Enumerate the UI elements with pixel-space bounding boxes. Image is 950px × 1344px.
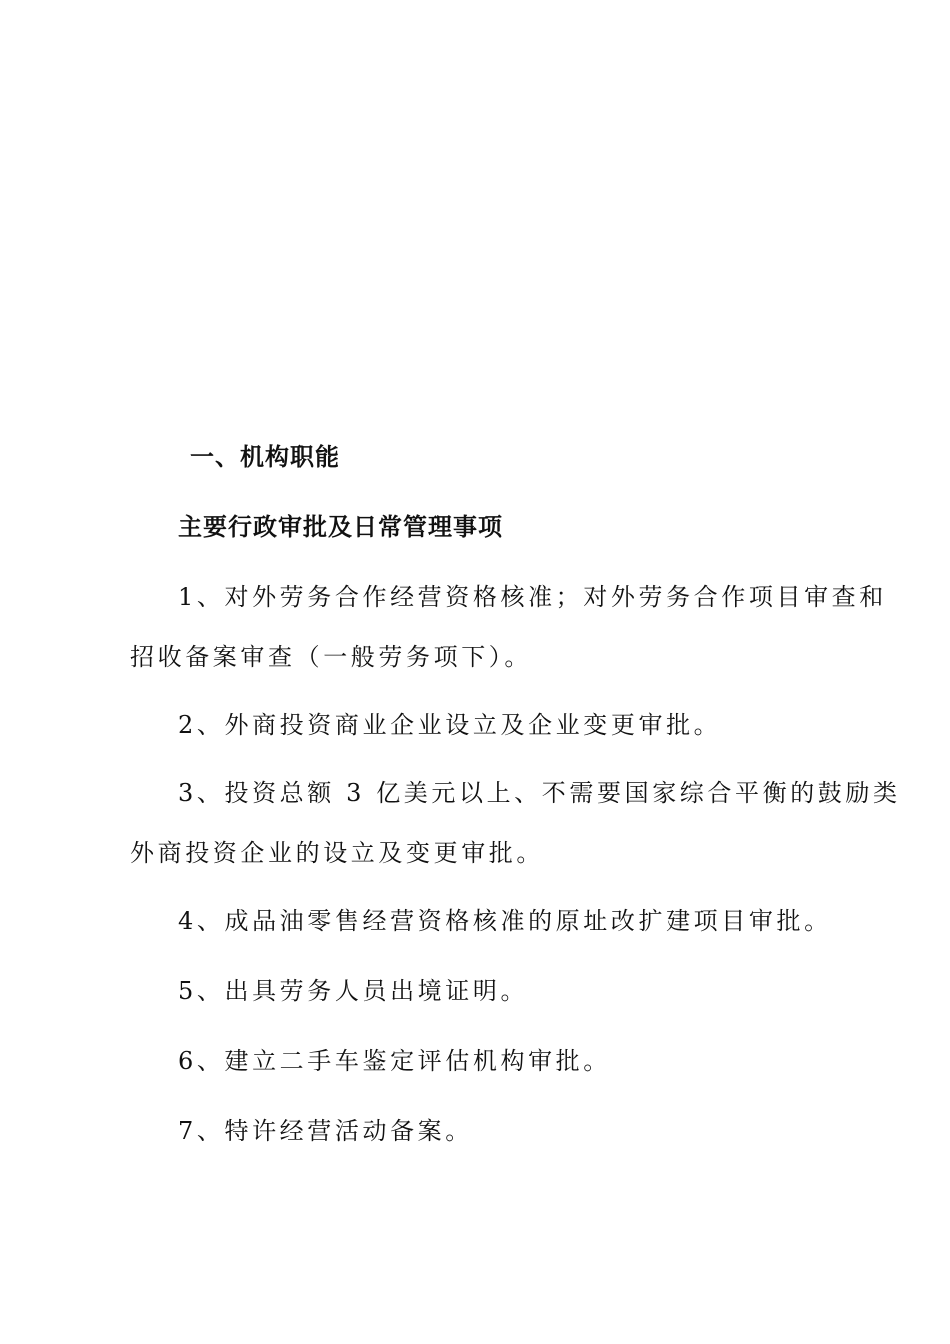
list-item-7: 7、特许经营活动备案。 <box>178 1117 473 1145</box>
section-title: 一、机构职能 <box>190 443 340 471</box>
list-item-1-line-2: 招收备案审查（一般劳务项下）。 <box>130 643 532 671</box>
list-item-3-line-1: 3、投资总额 3 亿美元以上、不需要国家综合平衡的鼓励类 <box>178 779 901 807</box>
list-item-1-line-1: 1、对外劳务合作经营资格核准；对外劳务合作项目审查和 <box>178 583 887 611</box>
list-item-5: 5、出具劳务人员出境证明。 <box>178 977 529 1005</box>
section-subtitle: 主要行政审批及日常管理事项 <box>178 513 503 541</box>
list-item-3-line-2: 外商投资企业的设立及变更审批。 <box>130 839 544 867</box>
list-item-2: 2、外商投资商业企业设立及企业变更审批。 <box>178 711 722 739</box>
list-item-4: 4、成品油零售经营资格核准的原址改扩建项目审批。 <box>178 907 832 935</box>
list-item-6: 6、建立二手车鉴定评估机构审批。 <box>178 1047 611 1075</box>
